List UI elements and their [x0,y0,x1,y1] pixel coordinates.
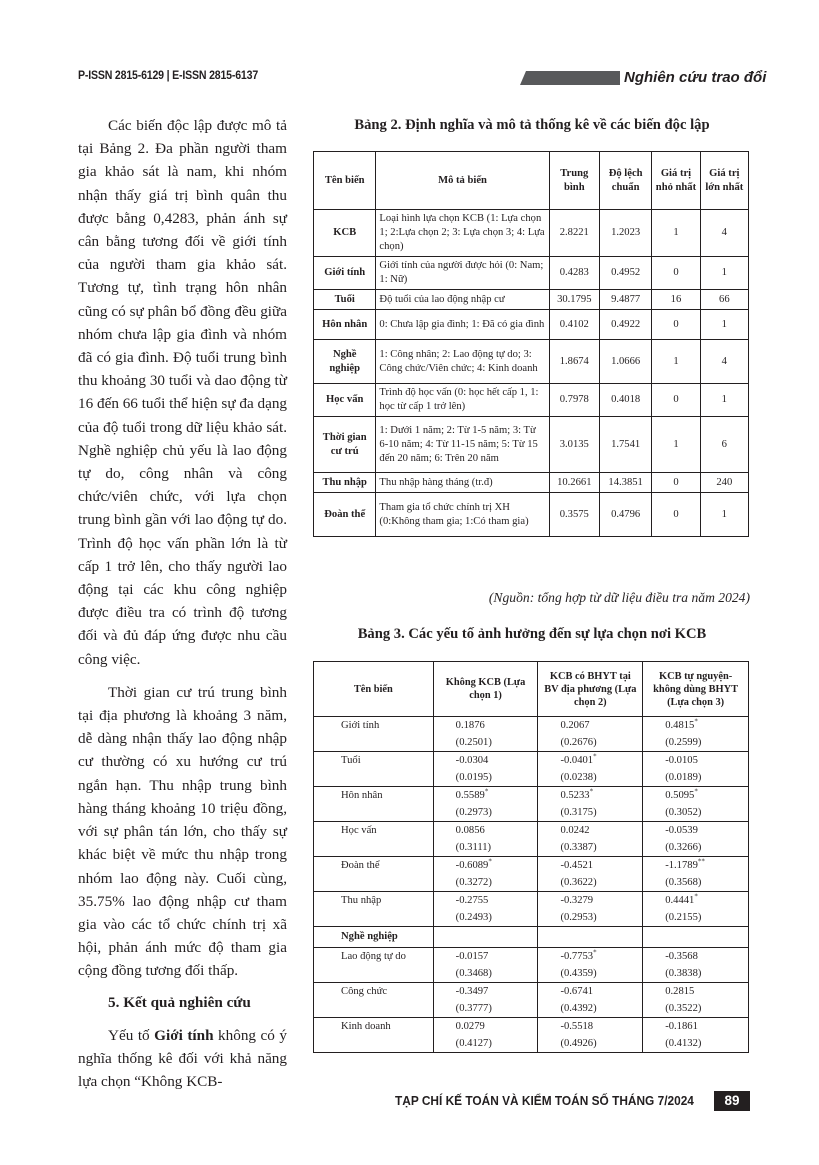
coefficient-value: -0.0304 [455,755,489,766]
table3-estimate-cell [433,892,538,927]
table2-value: 1 [700,493,748,537]
table3-row [314,787,749,822]
table3-group-label: Nghề nghiệp [314,927,434,948]
table3-coefficient [560,752,639,769]
table2-header: Giá trị nhỏ nhất [652,152,700,210]
standard-error: (0.0238) [560,772,597,783]
table2-header: Trung bình [549,152,599,210]
standard-error: (0.2493) [455,912,492,923]
table3-coefficient [456,752,535,769]
table3-coefficient [560,1018,639,1035]
table3-header: Không KCB (Lựa chọn 1) [433,662,538,717]
table3-variable-label: Kinh doanh [341,1021,391,1032]
standard-error: (0.4132) [665,1038,702,1049]
header-bar-decoration [520,71,620,85]
coefficient-value: -0.7753 [560,951,594,962]
table3-coefficient [665,787,745,804]
table2-value: 16 [652,290,700,310]
table3-coefficient [560,983,639,1000]
table2-row [314,417,749,473]
table3-estimate-cell [643,892,749,927]
table3-coefficient [456,857,535,874]
table2-value: 3.0135 [549,417,599,473]
standard-error: (0.3052) [665,807,702,818]
table3-header: Tên biến [314,662,434,717]
coefficient-value: -0.1861 [665,1021,698,1032]
table2 [313,151,749,537]
standard-error: (0.4392) [560,1003,597,1014]
coefficient-value: -0.3279 [560,895,594,906]
coefficient-value: -0.3568 [665,951,698,962]
table2-value: 0 [652,384,700,417]
standard-error: (0.2599) [665,737,702,748]
table3-estimate-cell [433,1018,538,1053]
table2-description: Độ tuổi của lao động nhập cư [376,290,549,310]
standard-error: (0.4926) [560,1038,597,1049]
body-text-column [78,114,287,1093]
standard-error: (0.3777) [455,1003,492,1014]
table3-row [314,752,749,787]
table2-value: 1 [652,210,700,257]
table2-variable-name: Nghề nghiệp [314,340,376,384]
table2-value: 1 [652,340,700,384]
standard-error: (0.3468) [455,968,492,979]
table2-value: 1.7541 [599,417,651,473]
table3-variable-label: Lao động tự do [341,951,406,962]
table3-variable-name [314,948,434,983]
section-header [520,68,767,88]
table3-caption: Bảng 3. Các yếu tố ảnh hưởng đến sự lựa chọn nơi KCB [357,626,707,642]
table3-row [314,983,749,1018]
table3-coefficient [665,892,745,909]
table3-variable-label: Tuổi [341,755,361,766]
coefficient-value: -0.6089 [455,860,489,871]
table2-row [314,473,749,493]
table3 [313,661,749,1053]
coefficient-value: -0.2755 [455,895,489,906]
standard-error: (0.3175) [560,807,597,818]
table2-variable-name: KCB [314,210,376,257]
standard-error: (0.0189) [665,772,702,783]
table2-value: 0.4018 [599,384,651,417]
table3-coefficient [456,892,535,909]
table2-variable-name: Giới tính [314,257,376,290]
standard-error: (0.4359) [560,968,597,979]
table2-value: 1.2023 [599,210,651,257]
table3-row [314,1018,749,1053]
standard-error: (0.2953) [560,912,597,923]
table2-row [314,290,749,310]
section-heading: 5. Kết quả nghiên cứu [108,993,251,1011]
table2-description: Trình độ học vấn (0: học hết cấp 1, 1: học từ cấp 1 trở lên) [376,384,549,417]
table3-variable-name [314,892,434,927]
table2-description: Thu nhập hàng tháng (tr.đ) [376,473,549,493]
table2-value: 1 [652,417,700,473]
table3-header: KCB có BHYT tại BV địa phương (Lựa chọn 2) [538,662,643,717]
table2-description: 1: Dưới 1 năm; 2: Từ 1-5 năm; 3: Từ 6-10 năm; 4: Từ 11-15 năm; 5: Từ 15 đến 20 năm; 6: Trên 20 năm [376,417,549,473]
table2-variable-name: Hôn nhân [314,310,376,340]
table2-value: 0.4283 [549,257,599,290]
standard-error: (0.3387) [560,842,597,853]
table2-value: 14.3851 [599,473,651,493]
table3-empty-cell [433,927,538,948]
coefficient-value: 0.4441 [665,895,695,906]
standard-error: (0.2501) [455,737,492,748]
table2-value: 0.4922 [599,310,651,340]
coefficient-value: 0.5233 [560,790,590,801]
table3-estimate-cell [643,1018,749,1053]
table2-value: 9.4877 [599,290,651,310]
standard-error: (0.3568) [665,877,702,888]
table2-value: 0.4952 [599,257,651,290]
table2-value: 0 [652,473,700,493]
table3-coefficient [665,822,745,839]
table3-estimate-cell [643,983,749,1018]
table2-variable-name: Tuổi [314,290,376,310]
table2-variable-name: Thời gian cư trú [314,417,376,473]
table3-estimate-cell [433,787,538,822]
standard-error: (0.2155) [665,912,702,923]
paragraph-3: Yếu tố Giới tính không có ý nghĩa thống kê đối với khả năng lựa chọn “Không KCB- [78,1026,287,1091]
table2-value: 0 [652,493,700,537]
table2-row [314,310,749,340]
table3-coefficient [456,948,535,965]
table3-estimate-cell [538,752,643,787]
significance-mark: * [694,892,698,901]
table2-row [314,210,749,257]
table2-variable-name: Học vấn [314,384,376,417]
table3-variable-name [314,822,434,857]
table3-header-row [314,662,749,717]
table2-row [314,493,749,537]
table3-coefficient [456,717,535,734]
coefficient-value: -0.0401 [560,755,594,766]
table2-header: Mô tả biến [376,152,549,210]
significance-mark: * [484,787,489,796]
table2-description: Giới tính của người được hỏi (0: Nam; 1: Nữ) [376,257,549,290]
significance-mark: ** [697,857,705,866]
table3-row [314,948,749,983]
paragraph-2: Thời gian cư trú trung bình tại địa phương là khoảng 3 năm, dễ dàng nhận thấy lao động nhập cư thường có xu hướng cư trú ngắn hạn. Thu nhập trung bình hàng tháng khoảng 10 triệu đồng, với sự phân tán lớn, cho thấy sự khác biệt về mức thu nhập trong nhóm lao động này. Cuối cùng, 35.75% lao động nhập cư tham gia vào các tổ chức chính trị xã hội, phản ánh mức độ tham gia cộng đồng tương đối thấp. [78,683,287,980]
table3-estimate-cell [538,892,643,927]
table3-group-row [314,927,749,948]
table3-estimate-cell [538,857,643,892]
significance-mark: * [593,948,597,957]
table2-value: 1 [700,310,748,340]
table2-value: 1.8674 [549,340,599,384]
table3-coefficient [456,983,535,1000]
table2-value: 1 [700,384,748,417]
table3-estimate-cell [643,717,749,752]
paragraph-1: Các biến độc lập được mô tả tại Bảng 2. Đa phần người tham gia khảo sát là nam, khi nhóm nhận thấy giá trị bình quân thu được bằng 0,4283, phản ánh sự cân bằng tương đối về giới tính của người tham gia khảo sát. Tương tự, tình trạng hôn nhân cũng có sự phân bổ đồng đều giữa nhóm chưa lập gia đình và nhóm đã có gia đình. Độ tuổi trung bình thu khoảng 30 tuổi và dao động từ 16 đến 66 tuổi thể hiện sự đa dạng của độ tuổi trong dữ liệu khảo sát. Nghề nghiệp chủ yếu là lao động tự do, công nhân và công chức/viên chức, với lựa chọn trung bình gần với lao động tự do. Trình độ học vấn phần lớn là từ cấp 1 trở lên, cho thấy người lao động tại các khu công nghiệp được điều tra có trình độ tương đối và đủ đáp ứng được nhu cầu công việc. [78,117,288,668]
table3-coefficient [665,857,745,874]
standard-error: (0.4127) [455,1038,492,1049]
table2-value: 4 [700,340,748,384]
table3-variable-label: Công chức [341,986,388,997]
table3-coefficient [456,1018,535,1035]
table3-estimate-cell [643,948,749,983]
table3-estimate-cell [538,983,643,1018]
table2-row [314,384,749,417]
coefficient-value: 0.0242 [560,825,590,836]
table2-value: 0 [652,257,700,290]
table3-coefficient [560,948,639,965]
table2-description: Loại hình lựa chọn KCB (1: Lựa chọn 1; 2:Lựa chọn 2; 3: Lựa chọn 3; 4: Lựa chọn) [376,210,549,257]
table3-row [314,717,749,752]
table2-value: 1.0666 [599,340,651,384]
table3-estimate-cell [433,948,538,983]
table2-value: 10.2661 [549,473,599,493]
coefficient-value: 0.1876 [455,720,485,731]
table3-estimate-cell [538,717,643,752]
section-title: Nghiên cứu trao đổi [624,69,767,86]
table2-value: 0.3575 [549,493,599,537]
significance-mark: * [694,717,698,726]
table2-header: Tên biến [314,152,376,210]
table3-coefficient [560,787,639,804]
table3-coefficient [560,822,639,839]
table2-value: 30.1795 [549,290,599,310]
coefficient-value: -0.0105 [665,755,698,766]
significance-mark: * [488,857,492,866]
table2-value: 0.4796 [599,493,651,537]
table3-coefficient [665,983,745,1000]
table3-estimate-cell [538,948,643,983]
coefficient-value: -0.6741 [560,986,594,997]
standard-error: (0.3522) [665,1003,702,1014]
table2-value: 2.8221 [549,210,599,257]
table3-coefficient [665,717,745,734]
table3-variable-label: Hôn nhân [341,790,383,801]
table3-variable-label: Học vấn [341,825,377,836]
table2-row [314,257,749,290]
coefficient-value: 0.2815 [665,986,695,997]
table3-estimate-cell [643,822,749,857]
table3-empty-cell [538,927,643,948]
table2-value: 0.7978 [549,384,599,417]
table3-variable-label: Đoàn thể [341,860,380,871]
table3-estimate-cell [538,822,643,857]
table2-value: 66 [700,290,748,310]
coefficient-value: 0.5095 [665,790,695,801]
significance-mark: * [589,787,594,796]
table2-value: 4 [700,210,748,257]
table3-coefficient [560,857,639,874]
standard-error: (0.2973) [455,807,492,818]
table2-header: Giá trị lớn nhất [700,152,748,210]
table3-estimate-cell [538,787,643,822]
standard-error: (0.3111) [455,842,492,853]
journal-footer: TẠP CHÍ KẾ TOÁN VÀ KIỂM TOÁN SỐ THÁNG 7/2024 [395,1094,694,1108]
table3-header: KCB tự nguyện-không dùng BHYT (Lựa chọn 3) [643,662,749,717]
table2-source: (Nguồn: tổng hợp từ dữ liệu điều tra năm 2024) [488,590,750,605]
table2-caption: Bảng 2. Định nghĩa và mô tả thống kê về các biến độc lập [354,117,710,133]
table2-value: 240 [700,473,748,493]
table3-estimate-cell [433,983,538,1018]
table3-variable-name [314,717,434,752]
table2-variable-name: Thu nhập [314,473,376,493]
table3-coefficient [665,1018,745,1035]
table3-coefficient [665,948,745,965]
table3-coefficient [560,892,639,909]
table2-header: Độ lệch chuẩn [599,152,651,210]
table3-estimate-cell [643,752,749,787]
significance-mark: * [694,787,698,796]
table3-variable-name [314,787,434,822]
coefficient-value: 0.0856 [455,825,485,836]
table2-description: 1: Công nhân; 2: Lao động tự do; 3: Công chức/Viên chức; 4: Kinh doanh [376,340,549,384]
coefficient-value: -1.1789 [665,860,698,871]
table3-variable-name [314,1018,434,1053]
standard-error: (0.3622) [560,877,597,888]
table3-variable-name [314,752,434,787]
table3-row [314,822,749,857]
table3-coefficient [456,787,535,804]
table3-row [314,892,749,927]
coefficient-value: 0.4815 [665,720,695,731]
table2-header-row [314,152,749,210]
coefficient-value: -0.3497 [455,986,489,997]
table3-variable-label: Thu nhập [341,895,382,906]
table3-coefficient [560,717,639,734]
table3-variable-name [314,983,434,1018]
table3-variable-label: Giới tính [341,720,380,731]
standard-error: (0.2676) [560,737,597,748]
coefficient-value: -0.5518 [560,1021,594,1032]
table3-coefficient [456,822,535,839]
coefficient-value: -0.4521 [560,860,594,871]
table2-value: 1 [700,257,748,290]
table3-estimate-cell [643,787,749,822]
table2-description: Tham gia tổ chức chính trị XH (0:Không tham gia; 1:Có tham gia) [376,493,549,537]
table2-variable-name: Đoàn thể [314,493,376,537]
significance-mark: * [593,752,597,761]
table2-value: 0 [652,310,700,340]
standard-error: (0.3266) [665,842,702,853]
table3-empty-cell [643,927,749,948]
page-number: 89 [714,1091,750,1111]
table2-value: 0.4102 [549,310,599,340]
coefficient-value: 0.2067 [560,720,590,731]
table2-value: 6 [700,417,748,473]
coefficient-value: 0.5589 [455,790,485,801]
table2-description: 0: Chưa lập gia đình; 1: Đã có gia đình [376,310,549,340]
standard-error: (0.0195) [455,772,492,783]
issn-line: P-ISSN 2815-6129 | E-ISSN 2815-6137 [78,70,259,82]
table3-coefficient [665,752,745,769]
standard-error: (0.3838) [665,968,702,979]
table3-estimate-cell [538,1018,643,1053]
table3-estimate-cell [433,752,538,787]
table3-row [314,857,749,892]
table3-estimate-cell [433,857,538,892]
table3-estimate-cell [643,857,749,892]
table3-variable-name [314,857,434,892]
table3-estimate-cell [433,717,538,752]
table2-row [314,340,749,384]
coefficient-value: 0.0279 [455,1021,485,1032]
table3-estimate-cell [433,822,538,857]
standard-error: (0.3272) [455,877,492,888]
coefficient-value: -0.0157 [455,951,489,962]
coefficient-value: -0.0539 [665,825,698,836]
